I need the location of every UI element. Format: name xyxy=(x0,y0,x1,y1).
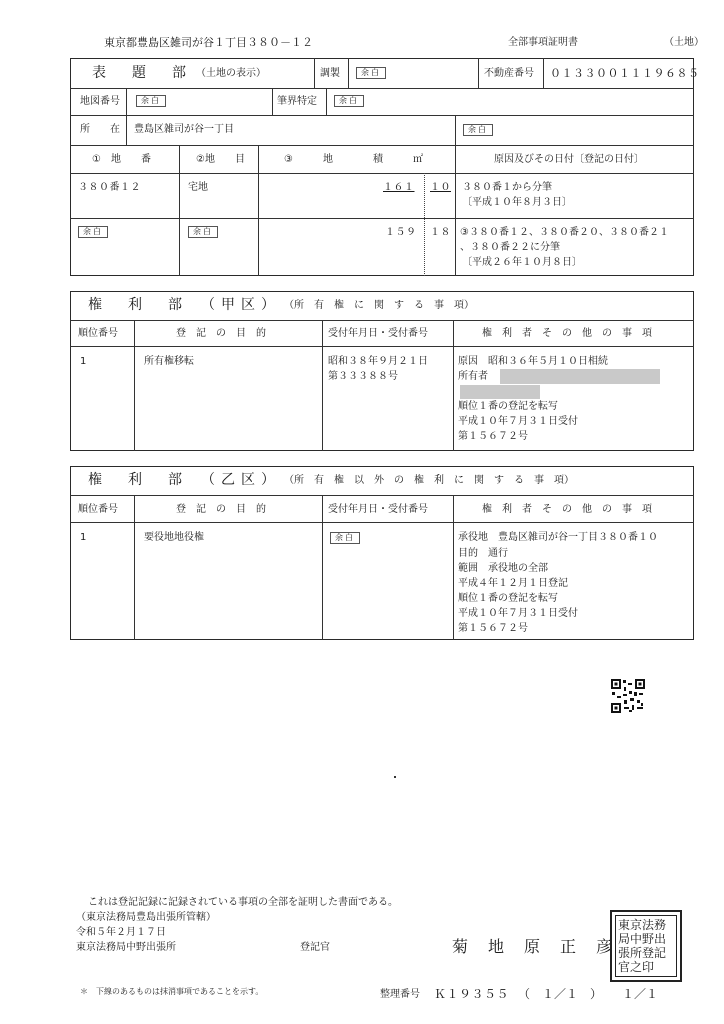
divider xyxy=(70,522,694,523)
kou-title: 権 利 部 （甲区） xyxy=(88,297,281,313)
kou-right-cause: 原因 昭和３６年５月１０日相続 xyxy=(458,356,608,367)
divider xyxy=(134,320,135,451)
divider xyxy=(322,495,323,640)
divider xyxy=(453,320,454,451)
otsu-right-received: 平成１０年７月３１日受付 xyxy=(458,608,578,619)
page-number: １／１ xyxy=(622,987,659,1001)
otsu-right-number: 第１５６７２号 xyxy=(458,623,528,634)
col-chimoku: ②地 目 xyxy=(196,154,245,165)
divider xyxy=(126,115,127,145)
otsu-col-rank: 順位番号 xyxy=(78,504,118,515)
seal-text: 東京法務局中野出張所登記官之印 xyxy=(618,918,667,974)
otsu-right-servient: 承役地 豊島区雑司が谷一丁目３８０番１０ xyxy=(458,532,658,543)
otsu-right-scope: 範囲 承役地の全部 xyxy=(458,563,548,574)
otsu-col-receipt: 受付年月日・受付番号 xyxy=(328,504,428,515)
chosei-value: 余白 xyxy=(356,67,386,79)
divider xyxy=(322,320,323,451)
divider xyxy=(543,58,544,88)
hyodai-subtitle: （土地の表示） xyxy=(196,68,266,79)
divider xyxy=(70,218,694,219)
page-paren: （ １／１ ） xyxy=(518,987,603,1001)
divider xyxy=(272,88,273,115)
deletion-note: ＊ 下線のあるものは抹消事項であることを示す。 xyxy=(80,987,264,996)
divider xyxy=(478,58,479,88)
divider xyxy=(126,88,127,115)
otsu-section xyxy=(70,466,694,640)
divider xyxy=(455,115,456,145)
row2-area-dec: １８ xyxy=(430,227,451,238)
otsu-col-rights: 権 利 者 そ の 他 の 事 項 xyxy=(482,504,652,515)
fudosan-number: ０１３３００１１１９６８５ xyxy=(550,67,700,80)
row2-chimoku: 余白 xyxy=(188,226,218,238)
kou-col-purpose: 登 記 の 目 的 xyxy=(176,328,266,339)
divider xyxy=(179,145,180,276)
divider xyxy=(70,495,694,496)
header-address: 東京都豊島区雑司が谷１丁目３８０－１２ xyxy=(104,36,313,49)
row1-area-int: １６１ xyxy=(383,182,415,193)
otsu-right-registered: 平成４年１２月１日登記 xyxy=(458,578,568,589)
official-seal xyxy=(610,910,682,982)
otsu-receipt: 余白 xyxy=(330,532,360,544)
speck xyxy=(394,776,396,778)
col-chiban: ① 地 番 xyxy=(92,154,151,165)
kou-col-receipt: 受付年月日・受付番号 xyxy=(328,328,428,339)
hyodai-section xyxy=(70,58,694,276)
kou-right-owner: 所有者 xyxy=(458,371,488,382)
hikkai-label: 筆界特定 xyxy=(277,96,317,107)
kou-col-rank: 順位番号 xyxy=(78,328,118,339)
row2-chiban: 余白 xyxy=(78,226,108,238)
chizu-label: 地図番号 xyxy=(80,96,120,107)
hikkai-value: 余白 xyxy=(334,95,364,107)
certification-text: これは登記記録に記録されている事項の全部を証明した書面である。 xyxy=(88,897,398,908)
officer-label: 登記官 xyxy=(300,942,330,953)
col-chiseki: ③ 地 積 ㎡ xyxy=(284,154,423,165)
row1-area-dec: １０ xyxy=(430,182,451,193)
kou-receipt-no: 第３３３８８号 xyxy=(328,371,398,382)
col-cause: 原因及びその日付〔登記の日付〕 xyxy=(494,154,644,165)
jurisdiction: （東京法務局豊島出張所管轄） xyxy=(76,912,216,923)
seiri-label: 整理番号 xyxy=(380,989,420,1000)
shozai-label: 所 在 xyxy=(80,124,120,135)
divider xyxy=(453,495,454,640)
kou-right-transfer: 順位１番の登記を転写 xyxy=(458,401,558,412)
chosei-label: 調製 xyxy=(320,68,340,79)
otsu-right-purpose: 目的 通行 xyxy=(458,548,508,559)
chizu-value: 余白 xyxy=(136,95,166,107)
divider xyxy=(314,58,315,88)
divider xyxy=(70,88,694,89)
row1-chiban: ３８０番１２ xyxy=(78,182,141,193)
otsu-subtitle: （所 有 権 以 外 の 権 利 に 関 す る 事 項） xyxy=(284,475,574,486)
divider xyxy=(455,145,456,276)
otsu-purpose: 要役地地役権 xyxy=(144,532,204,543)
row2-cause2: 、３８０番２２に分筆 xyxy=(460,242,560,253)
divider xyxy=(70,320,694,321)
shozai-value: 豊島区雑司が谷一丁目 xyxy=(134,124,234,135)
redaction-block xyxy=(460,385,540,399)
row2-cause1: ③３８０番１２、３８０番２０、３８０番２１ xyxy=(460,227,669,238)
divider xyxy=(326,88,327,115)
divider xyxy=(70,145,694,146)
row1-chimoku: 宅地 xyxy=(188,182,208,193)
divider xyxy=(258,145,259,276)
row1-cause1: ３８０番１から分筆 xyxy=(462,182,552,193)
otsu-title: 権 利 部 （乙区） xyxy=(88,472,281,488)
kou-rank: 1 xyxy=(80,356,87,367)
kou-right-number: 第１５６７２号 xyxy=(458,431,528,442)
seiri-number: Ｋ１９３５５ xyxy=(434,987,510,1001)
kou-right-received: 平成１０年７月３１日受付 xyxy=(458,416,578,427)
row2-area-int: １５９ xyxy=(385,227,417,238)
kou-col-rights: 権 利 者 そ の 他 の 事 項 xyxy=(482,328,652,339)
redaction-block xyxy=(500,369,660,384)
hyodai-title: 表 題 部 xyxy=(92,65,192,81)
otsu-right-transfer: 順位１番の登記を転写 xyxy=(458,593,558,604)
shozai-note: 余白 xyxy=(463,124,493,136)
qr-code xyxy=(610,678,646,714)
decimal-divider xyxy=(424,173,425,276)
divider xyxy=(70,173,694,174)
divider xyxy=(70,346,694,347)
issue-date: 令和５年２月１７日 xyxy=(76,927,166,938)
fudosan-label: 不動産番号 xyxy=(484,68,534,79)
officer-name: 菊 地 原 正 彦 xyxy=(452,937,615,956)
header-doc-type: 全部事項証明書 xyxy=(508,37,578,48)
issuing-office: 東京法務局中野出張所 xyxy=(76,942,176,953)
kou-purpose: 所有権移転 xyxy=(144,356,194,367)
kou-receipt-date: 昭和３８年９月２１日 xyxy=(328,356,428,367)
divider xyxy=(134,495,135,640)
row1-cause2: 〔平成１０年８月３日〕 xyxy=(462,197,572,208)
divider xyxy=(348,58,349,88)
row2-cause3: 〔平成２６年１０月８日〕 xyxy=(462,257,582,268)
divider xyxy=(70,115,694,116)
otsu-col-purpose: 登 記 の 目 的 xyxy=(176,504,266,515)
otsu-rank: 1 xyxy=(80,532,87,543)
kou-subtitle: （所 有 権 に 関 す る 事 項） xyxy=(284,300,474,311)
header-category: （土地） xyxy=(664,37,704,48)
